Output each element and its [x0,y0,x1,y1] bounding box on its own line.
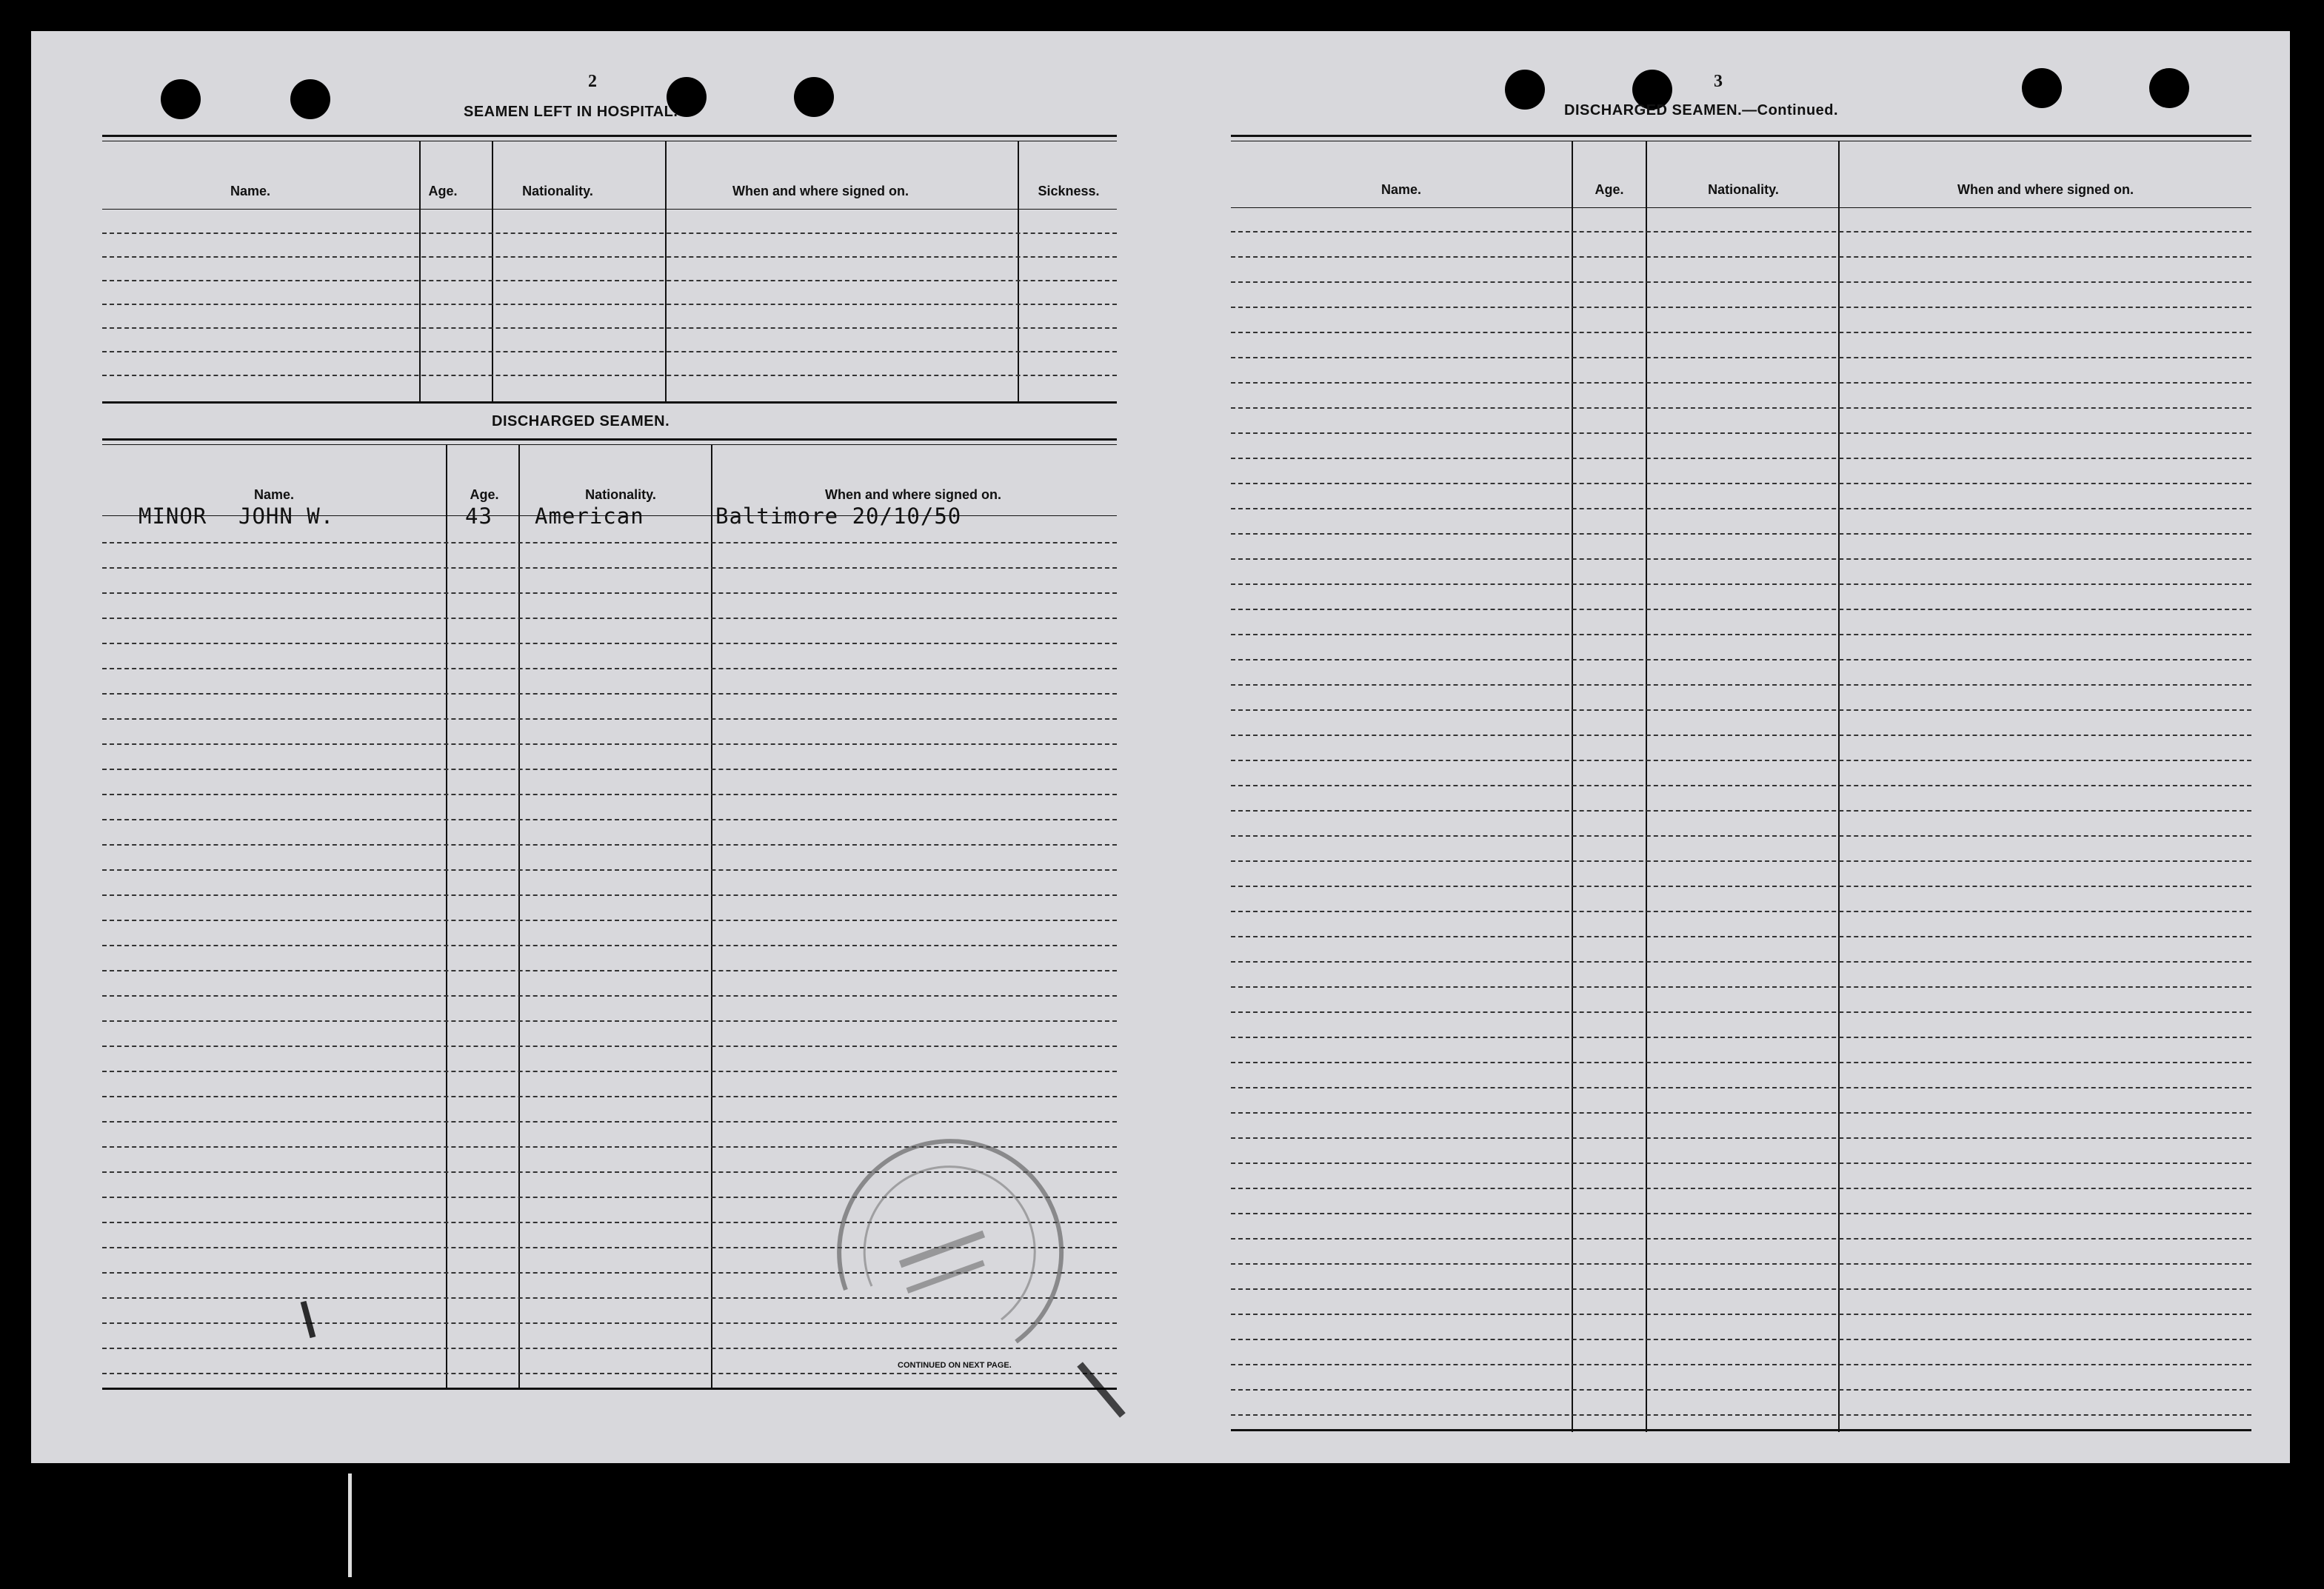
col-header-nationality: Nationality. [522,184,593,198]
col-header-age: Age. [470,487,499,502]
table-row [1231,256,2251,258]
table-row [102,844,1117,846]
table-row [102,256,1117,258]
table-row [102,718,1117,720]
punch-hole [2022,68,2062,108]
table-row [1231,1087,2251,1088]
entry-nationality: American [535,504,644,529]
table-row [102,351,1117,352]
entry-age: 43 [465,504,492,529]
col-header-name: Name. [1380,182,1422,197]
table-row [1231,1414,2251,1416]
punch-hole [1505,70,1545,110]
table-row [1231,986,2251,988]
table-row [1231,961,2251,963]
table-row [102,375,1117,376]
col-header-signed-on: When and where signed on. [1957,182,2134,197]
punch-hole [2149,68,2189,108]
table-row [102,592,1117,594]
table-row [1231,1188,2251,1189]
col-header-age: Age. [428,184,458,198]
records-stamp [801,1097,1098,1379]
table-row [1231,432,2251,434]
table-row [1231,709,2251,711]
table-row [1231,1011,2251,1013]
table-row [1231,231,2251,233]
continued-note: CONTINUED ON NEXT PAGE. [898,1361,1012,1370]
table-row [102,327,1117,329]
table-row [1231,407,2251,409]
table-row [1231,785,2251,786]
binding-mark [348,1473,352,1577]
table-row [1231,1389,2251,1391]
table-row [1231,735,2251,736]
col-header-nationality: Nationality. [1708,182,1779,197]
table-row [1231,936,2251,937]
table-row [1231,1213,2251,1214]
table-row [1231,1339,2251,1340]
table-row [1231,458,2251,459]
table-row [1231,760,2251,761]
page-number-left: 2 [588,72,597,91]
table-row [1231,483,2251,484]
table-row [102,693,1117,695]
table-row [102,643,1117,644]
table-row [1231,508,2251,509]
table-row [102,1046,1117,1047]
table-row [1231,684,2251,686]
table-row [102,769,1117,770]
table-row [102,945,1117,946]
table-row [1231,886,2251,887]
table-row [1231,533,2251,535]
table-row [1231,810,2251,812]
table-row [102,567,1117,569]
table-row [1231,1314,2251,1315]
table-row [1231,609,2251,610]
document-sheet [31,31,2290,1463]
table-row [102,743,1117,745]
table-row [102,819,1117,820]
col-header-nationality: Nationality. [585,487,656,502]
table-row [1231,911,2251,912]
entry-surname: MINOR [138,504,207,529]
discharged-section-title: DISCHARGED SEAMEN. [492,413,670,429]
punch-hole [161,79,201,119]
table-row [1231,860,2251,862]
table-row [102,920,1117,921]
table-row [1231,1112,2251,1114]
discharged-continued-table [1231,135,2251,1432]
hospital-section-title: SEAMEN LEFT IN HOSPITAL. [464,104,678,120]
table-row [102,995,1117,997]
table-row [1231,1163,2251,1164]
table-row [102,618,1117,619]
col-header-sickness: Sickness. [1038,184,1100,198]
entry-given-name: JOHN W. [238,504,335,529]
table-row [1231,835,2251,837]
table-row [1231,307,2251,308]
table-row [102,794,1117,795]
table-row [1231,1062,2251,1063]
table-row [1231,357,2251,358]
table-row [1231,1288,2251,1290]
table-row [1231,659,2251,660]
table-row [102,869,1117,871]
punch-hole [290,79,330,119]
table-row [1231,1037,2251,1038]
right-section-title: DISCHARGED SEAMEN.—Continued. [1564,102,1839,118]
hospital-table [102,135,1117,403]
table-row [1231,1137,2251,1139]
table-row [1231,1364,2251,1365]
table-row [1231,558,2251,560]
table-row [1231,281,2251,283]
col-header-name: Name. [253,487,295,502]
table-row [1231,634,2251,635]
table-row [102,668,1117,669]
col-header-age: Age. [1595,182,1624,197]
table-row [102,280,1117,281]
table-row [102,894,1117,896]
table-row [102,1020,1117,1022]
col-header-name: Name. [230,184,271,198]
punch-hole [794,77,834,117]
entry-signed-on: Baltimore 20/10/50 [715,504,962,529]
table-row [1231,332,2251,333]
table-row [102,233,1117,234]
table-row [102,304,1117,305]
table-row [102,542,1117,543]
table-row [1231,1238,2251,1240]
col-header-signed-on: When and where signed on. [824,487,1002,502]
table-row [102,1071,1117,1072]
table-row [1231,382,2251,384]
page-number-right: 3 [1714,72,1723,91]
col-header-signed-on: When and where signed on. [732,184,909,198]
table-row [1231,583,2251,585]
table-row [1231,1263,2251,1265]
table-row [102,970,1117,971]
